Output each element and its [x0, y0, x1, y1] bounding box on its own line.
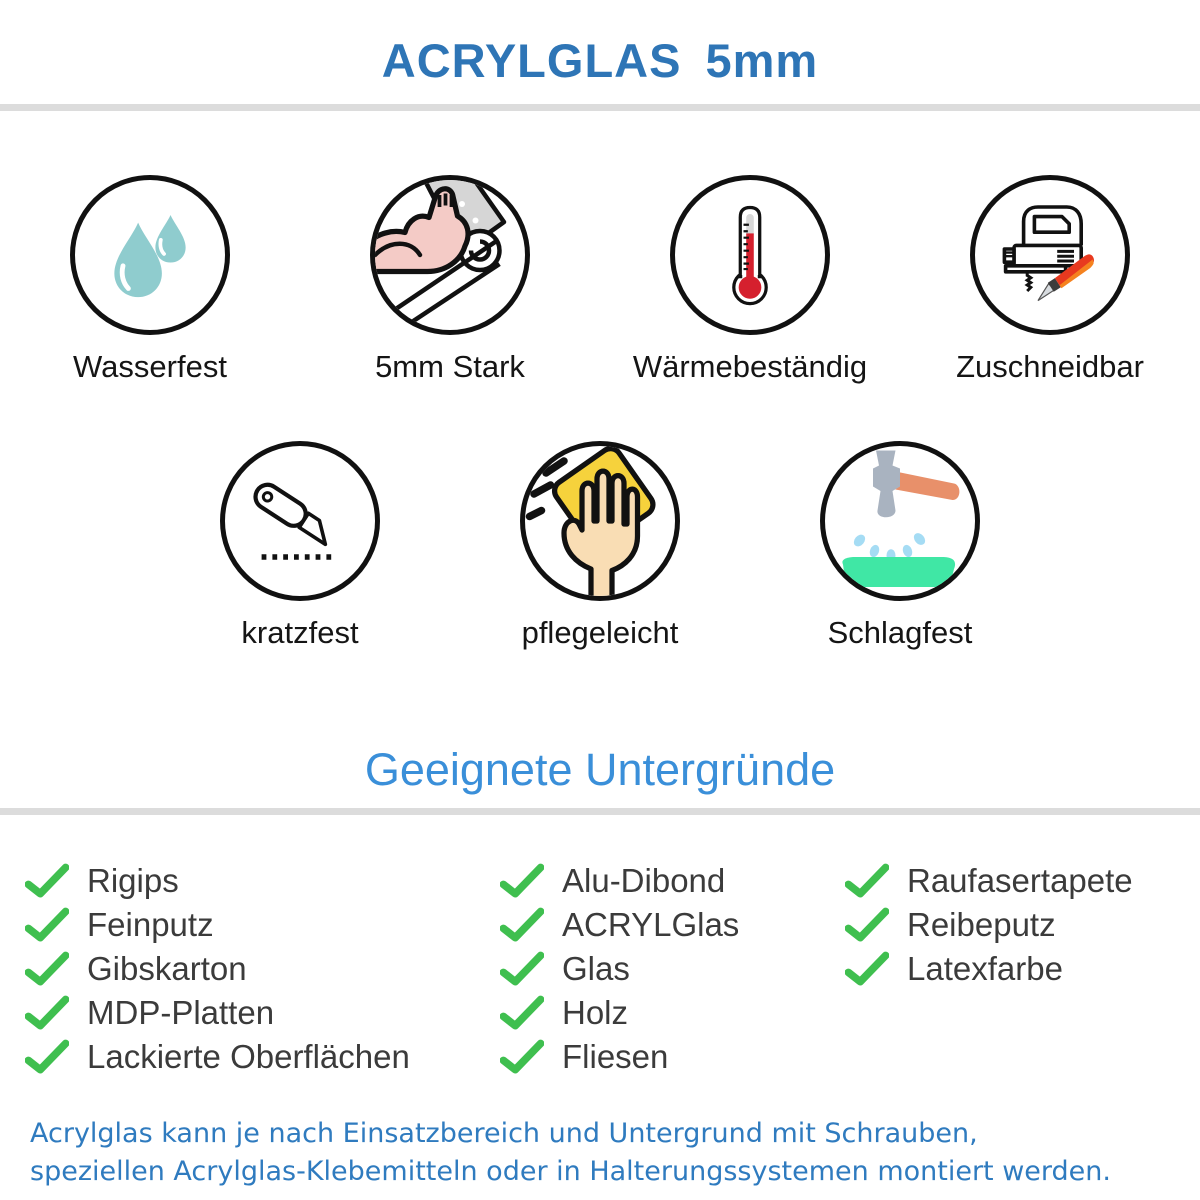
feature-label: 5mm Stark — [375, 349, 525, 384]
list-item — [845, 859, 1200, 903]
feature-pflegeleicht — [450, 441, 750, 651]
feature-schlagfest — [750, 441, 1050, 651]
list-item — [25, 903, 500, 947]
list-item — [25, 947, 500, 991]
feature-label: Zuschneidbar — [956, 349, 1144, 384]
surface-label: Alu-Dibond — [562, 862, 726, 899]
checkmark-icon — [845, 951, 889, 987]
checkmark-icon — [500, 907, 544, 943]
mounting-note-line-2: speziellen Acrylglas-Klebemitteln oder in Halterungssystemen montiert werden. — [30, 1156, 1111, 1187]
list-item — [500, 1035, 845, 1079]
utility-knife-icon — [220, 441, 380, 601]
checkmark-icon — [25, 1039, 69, 1075]
section-title-untergruende: Geeignete Untergründe — [364, 744, 836, 795]
flexed-arm-material-roll-icon — [370, 175, 530, 335]
surface-label: Rigips — [87, 862, 179, 899]
feature-row-2 — [0, 441, 1200, 651]
page-title: ACRYLGLAS 5mm — [381, 34, 819, 87]
feature-label: pflegeleicht — [521, 615, 679, 650]
feature-label: Schlagfest — [827, 615, 973, 650]
checkmark-icon — [25, 907, 69, 943]
surface-label: Fliesen — [562, 1038, 669, 1075]
checkmark-icon — [500, 1039, 544, 1075]
checkmark-icon — [845, 863, 889, 899]
surface-label: Raufasertapete — [907, 862, 1133, 899]
feature-5mm-stark — [300, 175, 600, 385]
feature-zuschneidbar — [900, 175, 1200, 385]
feature-kratzfest — [150, 441, 450, 651]
feature-row-1 — [0, 175, 1200, 385]
surfaces-column-3 — [845, 859, 1200, 1079]
divider-middle — [0, 808, 1200, 815]
surfaces-list — [0, 859, 1200, 1079]
surface-label: ACRYLGlas — [562, 906, 740, 943]
checkmark-icon — [500, 951, 544, 987]
checkmark-icon — [25, 995, 69, 1031]
feature-label: Wärmebeständig — [632, 349, 868, 384]
surface-label: Holz — [562, 994, 629, 1031]
jigsaw-and-knife-icon — [970, 175, 1130, 335]
list-item — [500, 991, 845, 1035]
list-item — [500, 859, 845, 903]
surface-label: MDP-Platten — [87, 994, 275, 1031]
list-item — [25, 1035, 500, 1079]
mounting-note — [30, 1115, 1170, 1191]
checkmark-icon — [500, 863, 544, 899]
mounting-note-line-1: Acrylglas kann je nach Einsatzbereich und Untergrund mit Schrauben, — [30, 1118, 978, 1149]
surface-label: Gibskarton — [87, 950, 247, 987]
list-item — [845, 903, 1200, 947]
wiping-hand-cloth-icon — [520, 441, 680, 601]
feature-label: kratzfest — [241, 615, 359, 650]
surfaces-column-1 — [25, 859, 500, 1079]
surfaces-column-2 — [500, 859, 845, 1079]
thermometer-icon — [670, 175, 830, 335]
surface-label: Lackierte Oberflächen — [87, 1038, 410, 1075]
feature-waermebestaendig — [600, 175, 900, 385]
hammer-impact-icon — [820, 441, 980, 601]
checkmark-icon — [25, 863, 69, 899]
list-item — [845, 947, 1200, 991]
surface-label: Reibeputz — [907, 906, 1056, 943]
surface-label: Glas — [562, 950, 630, 987]
list-item — [25, 991, 500, 1035]
surface-label: Feinputz — [87, 906, 214, 943]
checkmark-icon — [845, 907, 889, 943]
divider-top — [0, 104, 1200, 111]
checkmark-icon — [500, 995, 544, 1031]
list-item — [25, 859, 500, 903]
feature-wasserfest — [0, 175, 300, 385]
surface-label: Latexfarbe — [907, 950, 1063, 987]
water-drops-icon — [70, 175, 230, 335]
checkmark-icon — [25, 951, 69, 987]
list-item — [500, 947, 845, 991]
list-item — [500, 903, 845, 947]
feature-label: Wasserfest — [73, 349, 227, 384]
